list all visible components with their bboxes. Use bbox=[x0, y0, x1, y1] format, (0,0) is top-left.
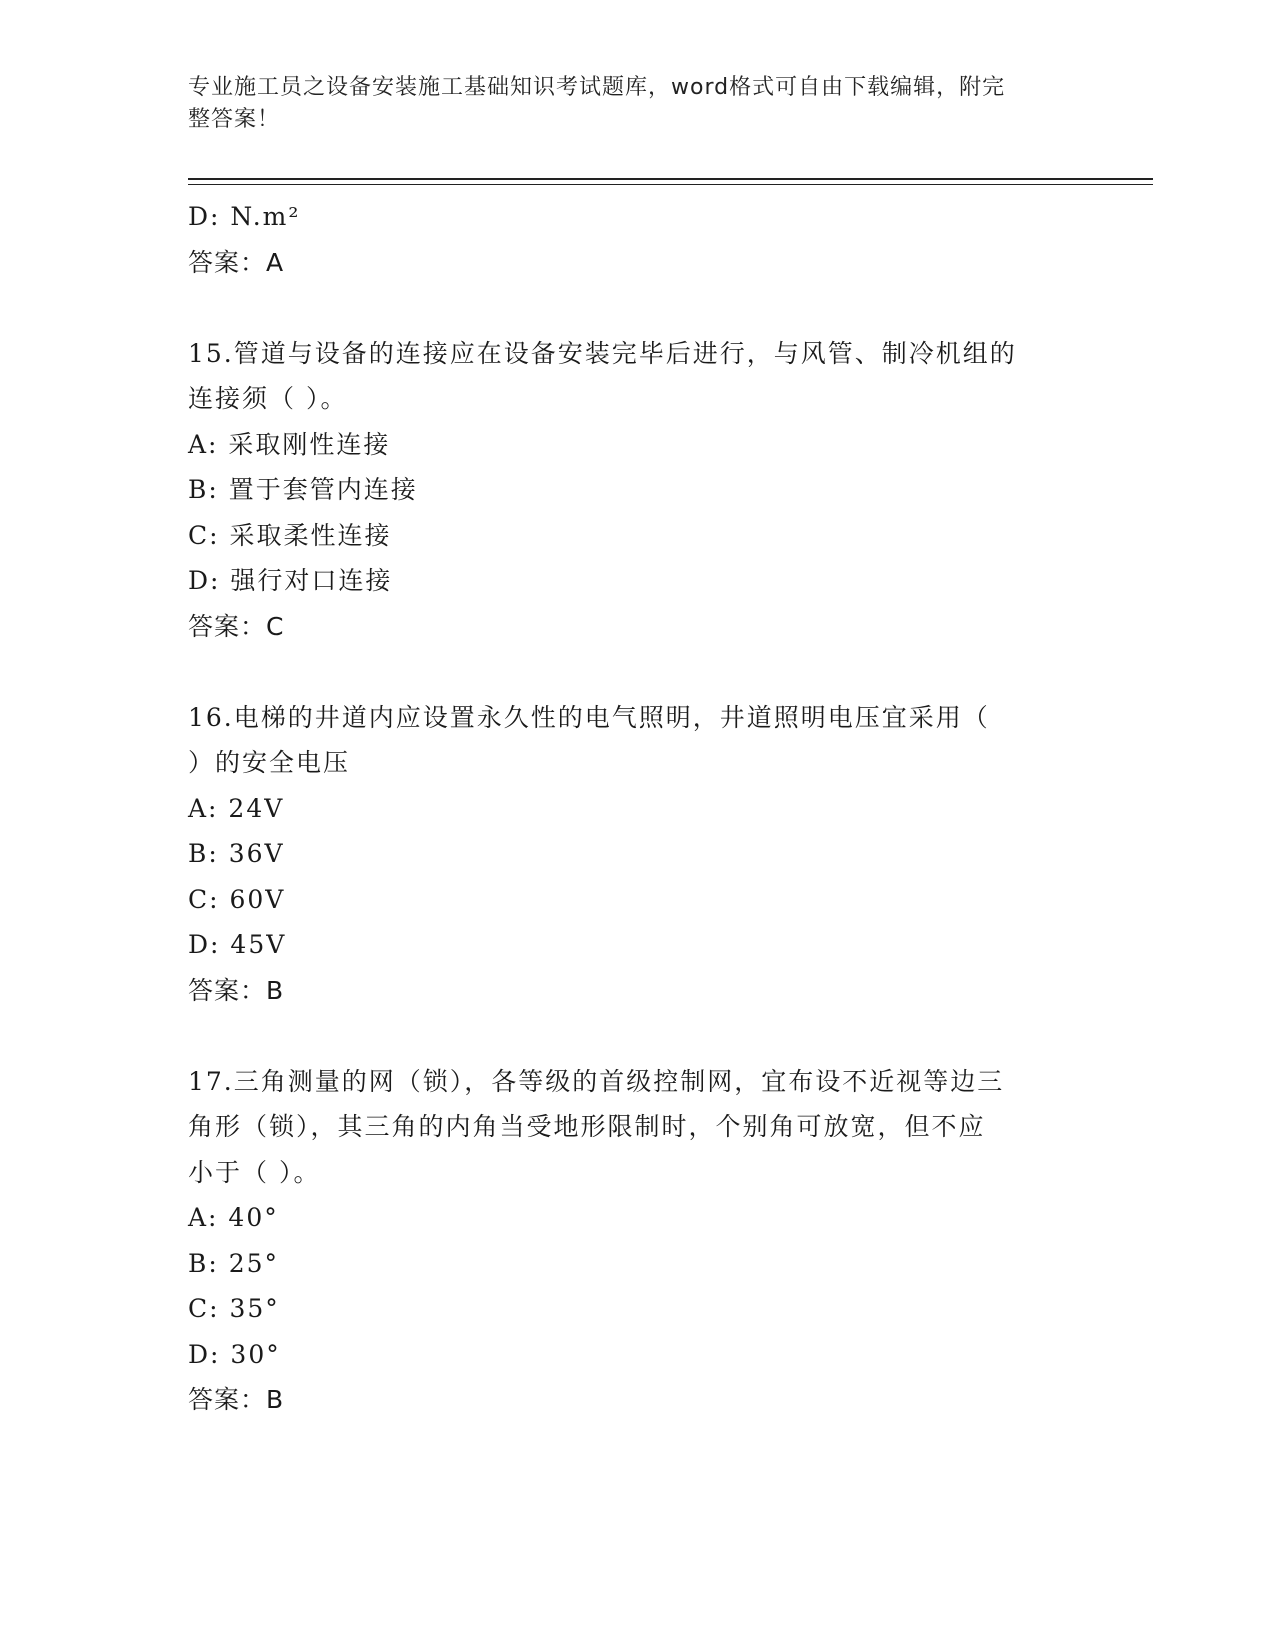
spacer bbox=[188, 649, 1088, 695]
option-d: D: 45V bbox=[188, 930, 287, 959]
question-16 bbox=[188, 695, 1088, 1014]
prev-option-d: D: N.m² bbox=[188, 202, 301, 231]
question-stem-line: 连接须（ ）。 bbox=[188, 384, 348, 413]
header-divider-thick bbox=[188, 178, 1153, 180]
option-c: C: 60V bbox=[188, 884, 286, 914]
question-stem-line: ）的安全电压 bbox=[188, 748, 351, 777]
question-list bbox=[188, 194, 1088, 1423]
option-a: A: 采取刚性连接 bbox=[188, 429, 391, 459]
answer: 答案：C bbox=[188, 611, 285, 641]
header-divider-thin bbox=[188, 184, 1153, 185]
question-stem-line: 16.电梯的井道内应设置永久性的电气照明，井道照明电压宜采用（ bbox=[188, 702, 990, 732]
option-c: C: 35° bbox=[188, 1294, 280, 1323]
header-line-1: 专业施工员之设备安装施工基础知识考试题库，word格式可自由下载编辑，附完 bbox=[188, 75, 1006, 100]
option-d: D: 强行对口连接 bbox=[188, 566, 393, 595]
question-stem-line: 角形（锁），其三角的内角当受地形限制时，个别角可放宽，但不应 bbox=[188, 1112, 986, 1141]
header-line-2: 整答案！ bbox=[188, 107, 281, 132]
document-header bbox=[188, 72, 1068, 136]
prev-answer: 答案：A bbox=[188, 247, 285, 277]
answer: 答案：B bbox=[188, 975, 285, 1005]
answer: 答案：B bbox=[188, 1385, 285, 1414]
spacer bbox=[188, 285, 1088, 331]
option-b: B: 置于套管内连接 bbox=[188, 475, 418, 504]
question-15 bbox=[188, 331, 1088, 650]
question-17 bbox=[188, 1059, 1088, 1423]
option-b: B: 25° bbox=[188, 1248, 280, 1278]
question-stem-line: 15.管道与设备的连接应在设备安装完毕后进行，与风管、制冷机组的 bbox=[188, 338, 1017, 368]
question-stem-line: 17.三角测量的网（锁），各等级的首级控制网，宜布设不近视等边三 bbox=[188, 1066, 1005, 1096]
question-stem-line: 小于（ ）。 bbox=[188, 1157, 321, 1187]
spacer bbox=[188, 1013, 1088, 1059]
option-c: C: 采取柔性连接 bbox=[188, 520, 392, 550]
option-d: D: 30° bbox=[188, 1339, 281, 1369]
option-b: B: 36V bbox=[188, 839, 285, 868]
option-a: A: 24V bbox=[188, 793, 285, 823]
option-a: A: 40° bbox=[188, 1203, 279, 1232]
